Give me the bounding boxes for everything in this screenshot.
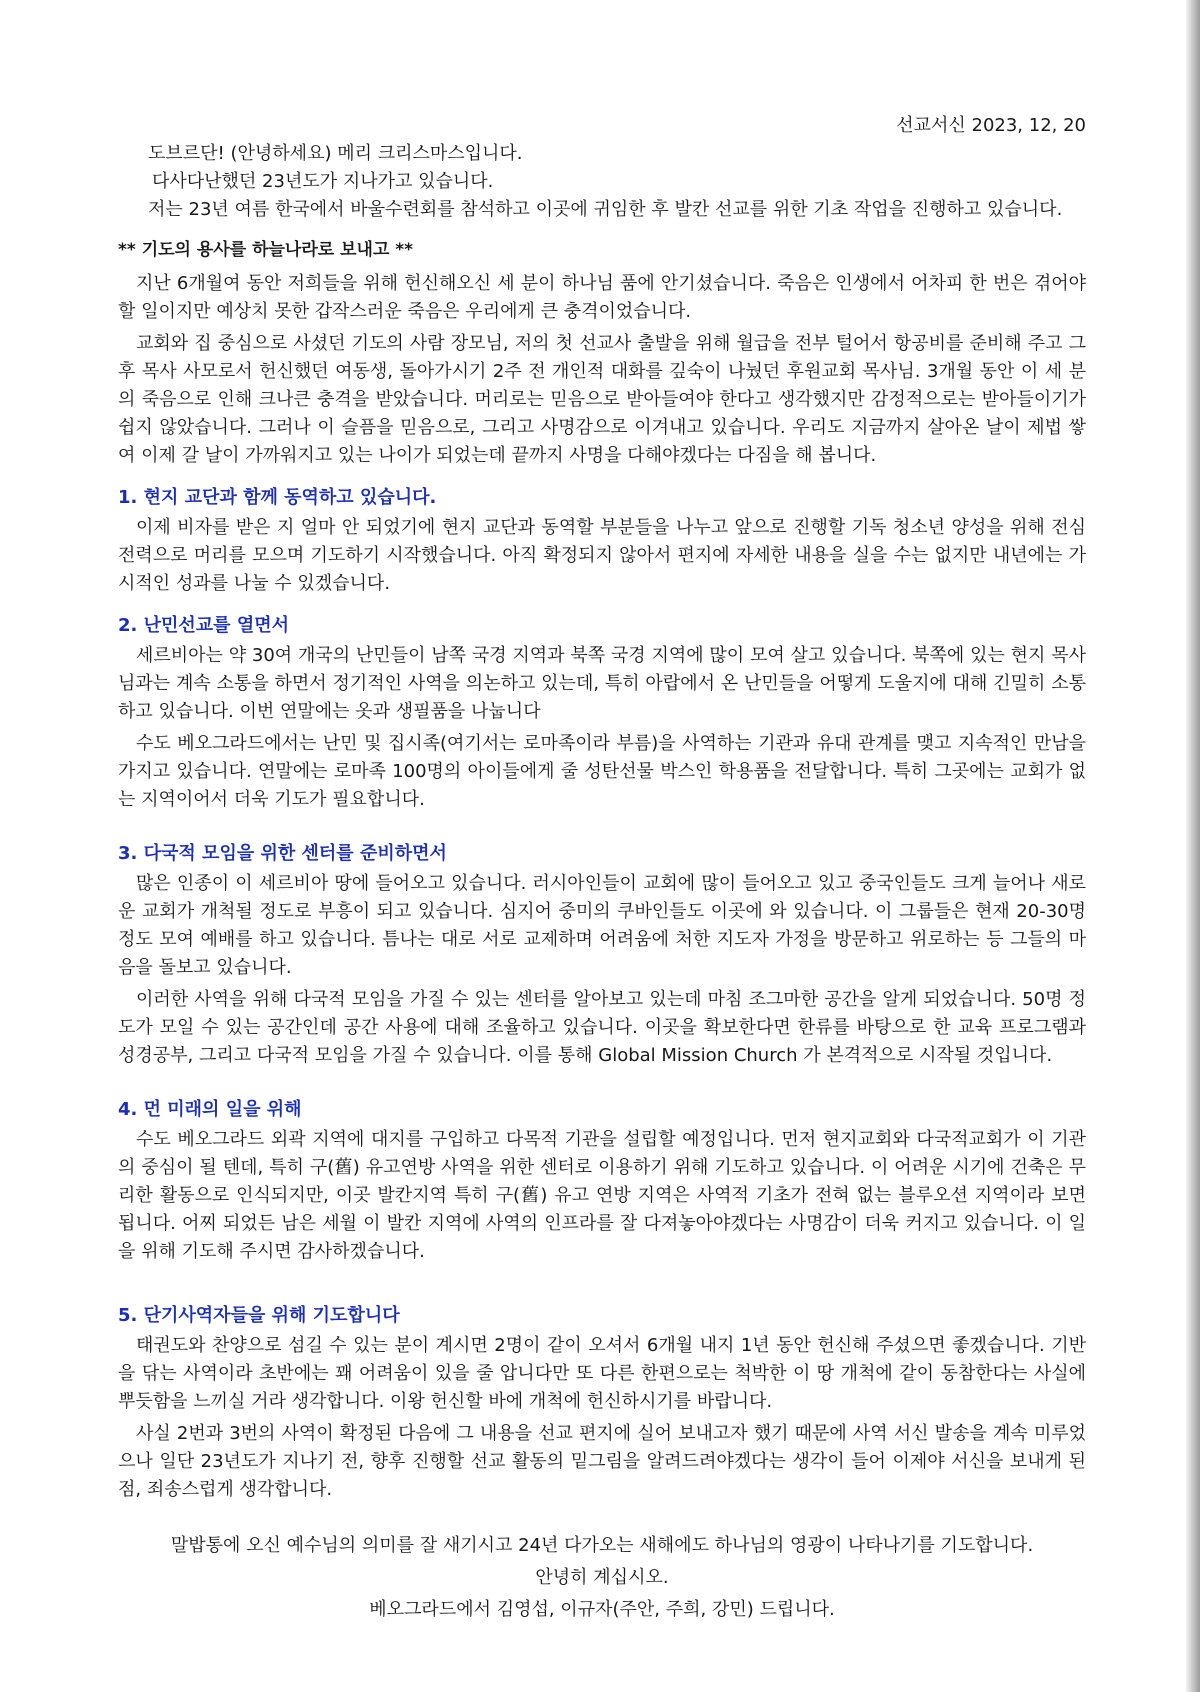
section-3-paragraph-1: 많은 인종이 이 세르비아 땅에 들어오고 있습니다. 러시아인들이 교회에 많이 들어오고 있고 중국인들도 크게 늘어나 새로운 교회가 개척될 정도로 부흥이 되고 있습니다. 심지어 중미의 쿠바인들도 이곳에 와 있습니다. 이 그룹들은 현재 20-30명 정도 모여 예배를 하고 있습니다. 틈나는 대로 서로 교제하며 어려움에 처한 지도자 가정을 방문하고 위로하는 등 그들의 마음을 돌보고 있습니다. [118, 873, 1086, 978]
intro-paragraph-2: 교회와 집 중심으로 사셨던 기도의 사람 장모님, 저의 첫 선교사 출발을 위해 월급을 전부 털어서 항공비를 준비해 주고 그후 목사 사모로서 헌신했던 여동생, 돌아가시기 2주 전 개인적 대화를 깊숙이 나눴던 후원교회 목사님. 3개월 동안 이 세 분의 죽음으로 인해 크나큰 충격을 받았습니다. 머리로는 믿음으로 받아들여야 한다고 생각했지만 감정적으로는 받아들이기가 쉽지 않았습니다. 그러나 이 슬픔을 믿음으로, 그리고 사명감으로 이겨내고 있습니다. 우리도 지금까지 살아온 날이 제법 쌓여 이제 갈 날이 가까워지고 있는 나이가 되었는데 끝까지 사명을 다해야겠다는 다짐을 해 봅니다. [118, 333, 1086, 466]
intro-paragraph-1: 지난 6개월여 동안 저희들을 위해 헌신해오신 세 분이 하나님 품에 안기셨습니다. 죽음은 인생에서 어차피 한 번은 겪어야 할 일이지만 예상치 못한 갑작스러운 죽음은 우리에게 큰 충격이었습니다. [118, 273, 1086, 322]
closing-farewell: 안녕히 계십시오. [535, 1567, 669, 1588]
section-2-heading: 2. 난민선교를 열면서 [118, 615, 289, 636]
greeting-line-1: 도브르단! (안녕하세요) 메리 크리스마스입니다. [148, 143, 523, 164]
section-5-paragraph-2: 사실 2번과 3번의 사역이 확정된 다음에 그 내용을 선교 편지에 실어 보내고자 했기 때문에 사역 서신 발송을 계속 미루었으나 일단 23년도가 지나기 전, 향후 진행할 선교 활동의 밑그림을 알려드려야겠다는 생각이 들어 이제야 서신을 보내게 된 점, 죄송스럽게 생각합니다. [118, 1423, 1086, 1500]
section-1-heading: 1. 현지 교단과 함께 동역하고 있습니다. [118, 487, 437, 508]
section-4-heading: 4. 먼 미래의 일을 위해 [118, 1099, 302, 1120]
closing-blessing: 말밥통에 오신 예수님의 의미를 잘 새기시고 24년 다가오는 새해에도 하나님의 영광이 나타나기를 기도합니다. [170, 1535, 1034, 1556]
section-1-paragraph-1: 이제 비자를 받은 지 얼마 안 되었기에 현지 교단과 동역할 부분들을 나누고 앞으로 진행할 기독 청소년 양성을 위해 전심 전력으로 머리를 모으며 기도하기 시작했습니다. 아직 확정되지 않아서 편지에 자세한 내용을 실을 수는 없지만 내년에는 가시적인 성과를 나눌 수 있겠습니다. [118, 517, 1086, 594]
letter-date: 선교서신 2023, 12, 20 [896, 115, 1086, 136]
page-edge-shadow [1186, 0, 1200, 1692]
greeting-line-3: 저는 23년 여름 한국에서 바울수련회를 참석하고 이곳에 귀임한 후 발칸 선교를 위한 기초 작업을 진행하고 있습니다. [148, 199, 1063, 220]
letter-content [118, 112, 1086, 1624]
section-3-paragraph-2: 이러한 사역을 위해 다국적 모임을 가질 수 있는 센터를 알아보고 있는데 마침 조그마한 공간을 알게 되었습니다. 50명 정도가 모일 수 있는 공간인데 공간 사용에 대해 조율하고 있습니다. 이곳을 확보한다면 한류를 바탕으로 한 교육 프로그램과 성경공부, 그리고 다국적 모임을 가질 수 있습니다. 이를 통해 Global Mission Church 가 본격적으로 시작될 것입니다. [118, 989, 1086, 1066]
section-5-heading: 5. 단기사역자들을 위해 기도합니다 [118, 1305, 400, 1326]
section-5-paragraph-1: 태권도와 찬양으로 섬길 수 있는 분이 계시면 2명이 같이 오셔서 6개월 내지 1년 동안 헌신해 주셨으면 좋겠습니다. 기반을 닦는 사역이라 초반에는 꽤 어려움이 있을 줄 압니다만 또 다른 한편으로는 척박한 이 땅 개척에 같이 동참한다는 사실에 뿌듯함을 느끼실 거라 생각합니다. 이왕 헌신할 바에 개척에 헌신하시기를 바랍니다. [118, 1335, 1086, 1412]
intro-heading: ** 기도의 용사를 하늘나라로 보내고 ** [118, 240, 414, 260]
greeting-line-2: 다사다난했던 23년도가 지나가고 있습니다. [152, 171, 494, 192]
closing-signature: 베오그라드에서 김영섭, 이규자(주안, 주희, 강민) 드립니다. [369, 1599, 835, 1620]
section-2-paragraph-1: 세르비아는 약 30여 개국의 난민들이 남쪽 국경 지역과 북쪽 국경 지역에 많이 모여 살고 있습니다. 북쪽에 있는 현지 목사님과는 계속 소통을 하면서 정기적인 사역을 의논하고 있는데, 특히 아랍에서 온 난민들을 어떻게 도울지에 대해 긴밀히 소통하고 있습니다. 이번 연말에는 옷과 생필품을 나눕니다 [118, 645, 1086, 722]
section-4-paragraph-1: 수도 베오그라드 외곽 지역에 대지를 구입하고 다목적 기관을 설립할 예정입니다. 먼저 현지교회와 다국적교회가 이 기관의 중심이 될 텐데, 특히 구(舊) 유고연방 사역을 위한 센터로 이용하기 위해 기도하고 있습니다. 이 어려운 시기에 건축은 무리한 활동으로 인식되지만, 이곳 발칸지역 특히 구(舊) 유고 연방 지역은 사역적 기초가 전혀 없는 블루오션 지역이라 보면 됩니다. 어찌 되었든 남은 세월 이 발칸 지역에 사역의 인프라를 잘 다져놓아야겠다는 사명감이 더욱 커지고 있습니다. 이 일을 위해 기도해 주시면 감사하겠습니다. [118, 1129, 1086, 1262]
section-3-heading: 3. 다국적 모임을 위한 센터를 준비하면서 [118, 843, 447, 864]
section-2-paragraph-2: 수도 베오그라드에서는 난민 및 집시족(여기서는 로마족이라 부름)을 사역하는 기관과 유대 관계를 맺고 지속적인 만남을 가지고 있습니다. 연말에는 로마족 100명의 아이들에게 줄 성탄선물 박스인 학용품을 전달합니다. 특히 그곳에는 교회가 없는 지역이어서 더욱 기도가 필요합니다. [118, 733, 1086, 810]
